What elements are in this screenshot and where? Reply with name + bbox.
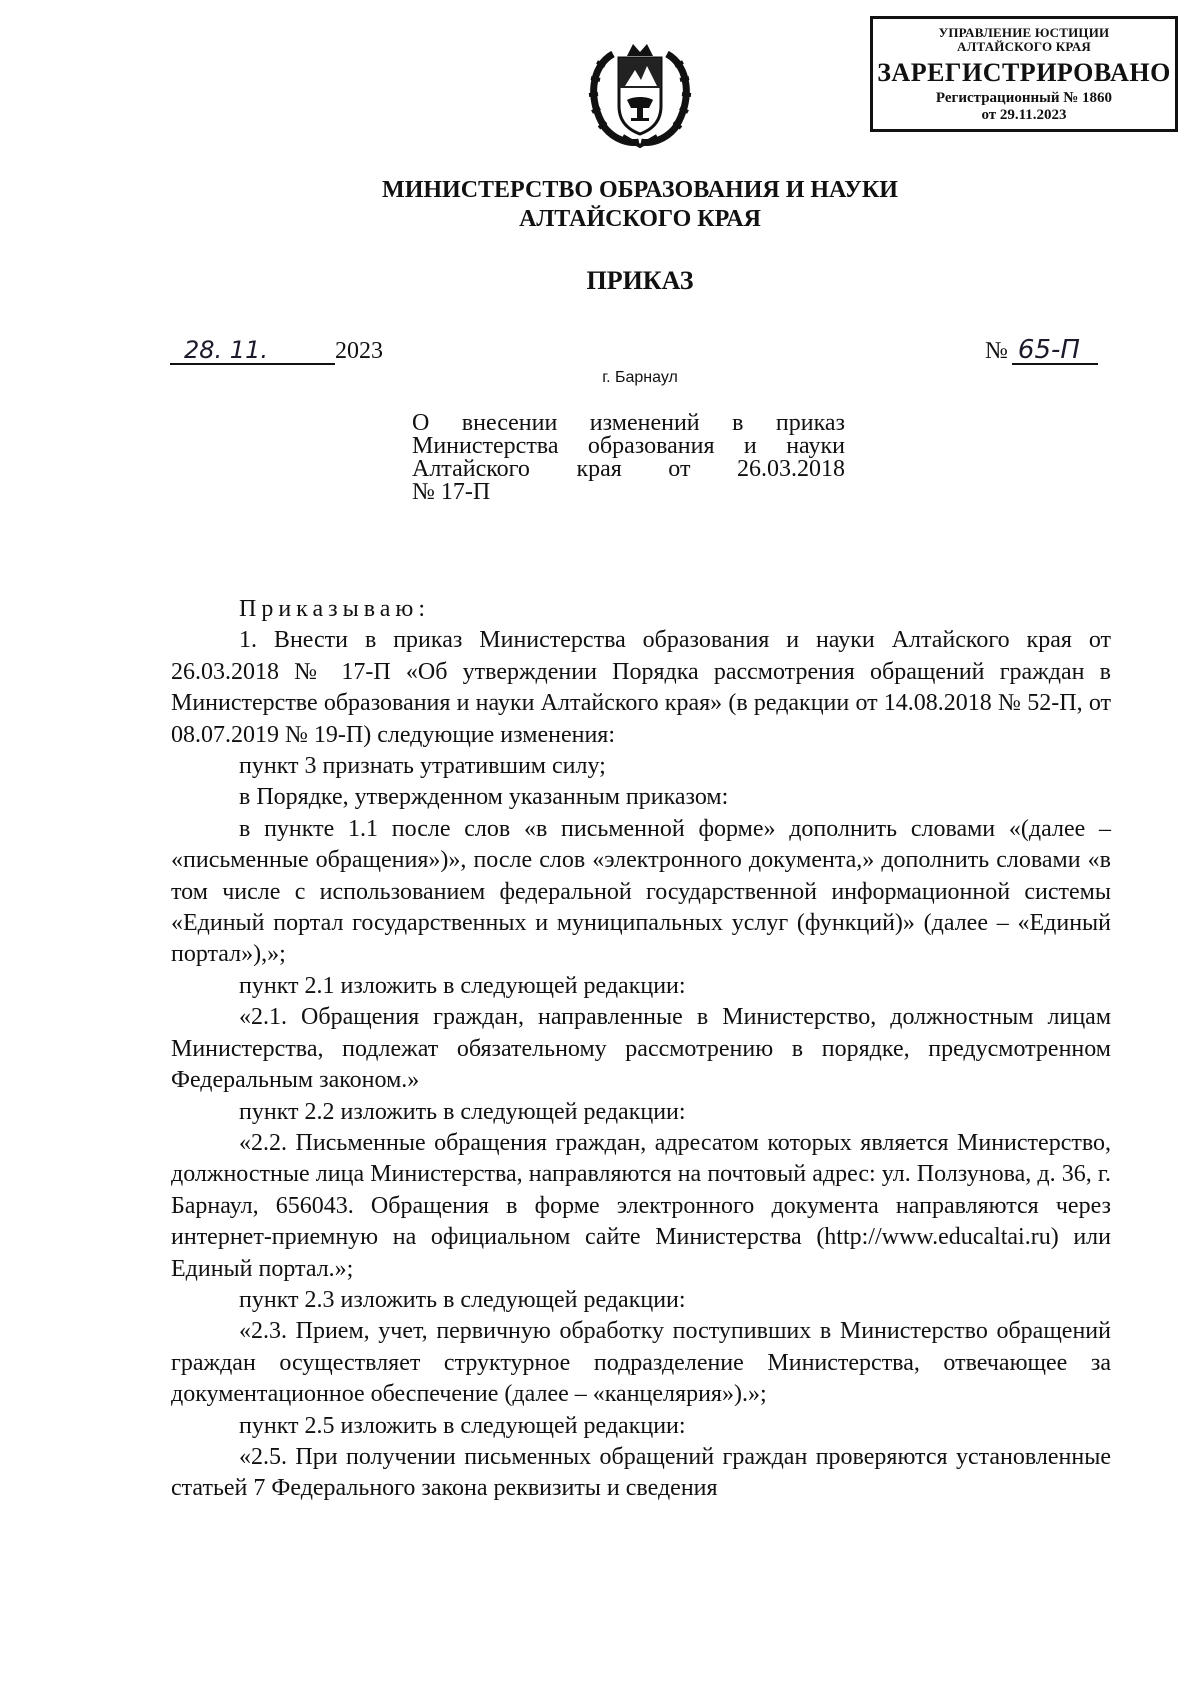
stamp-org-line1: УПРАВЛЕНИЕ ЮСТИЦИИ xyxy=(938,25,1110,40)
ministry-name-line2: АЛТАЙСКОГО КРАЯ xyxy=(519,206,761,232)
body-paragraph: пункт 2.2 изложить в следующей редакции: xyxy=(239,1098,686,1125)
body-paragraph: «2.1. Обращения граждан, направленные в Министерство, должностным лицам Министерства, подлежат обязательному рассмотрению в порядке, предусмотренном Федеральным законом.» xyxy=(171,1004,1111,1094)
date-handwritten: 28. 11. xyxy=(170,337,335,365)
date-year: 2023 xyxy=(335,338,383,364)
body-paragraph: пункт 2.3 изложить в следующей редакции: xyxy=(239,1286,686,1313)
document-date xyxy=(170,336,383,366)
body-paragraph: «2.2. Письменные обращения граждан, адресатом которых является Министерство, должностные лица Министерства, направляются на почтовый адрес: ул. Ползунова, д. 36, г. Барнаул, 656043. Обращения в форме электронного документа направляются через интернет-приемную на официальном сайте Министерства (http://www.educaltai.ru) или Единый портал.»; xyxy=(171,1129,1111,1282)
ministry-name-line1: МИНИСТЕРСТВО ОБРАЗОВАНИЯ И НАУКИ xyxy=(382,177,898,203)
stamp-org-line2: АЛТАЙСКОГО КРАЯ xyxy=(957,39,1091,54)
coat-of-arms-icon xyxy=(575,36,705,148)
document-number xyxy=(985,336,1098,366)
body-paragraph: «2.5. При получении письменных обращений граждан проверяются установленные статьей 7 Федерального закона реквизиты и сведения xyxy=(171,1443,1111,1502)
stamp-reg-date: от 29.11.2023 xyxy=(981,107,1067,123)
registration-stamp xyxy=(870,16,1178,132)
body-paragraph: пункт 3 признать утратившим силу; xyxy=(239,753,606,780)
body-paragraph: в Порядке, утвержденном указанным приказом: xyxy=(239,784,729,811)
document-subject xyxy=(412,412,845,504)
subject-line2: Министерства образования и науки xyxy=(412,433,845,459)
subject-line4: № 17-П xyxy=(412,479,491,505)
document-type: ПРИКАЗ xyxy=(586,266,694,295)
document-body xyxy=(171,594,1111,1505)
body-paragraph: «2.3. Прием, учет, первичную обработку поступивших в Министерство обращений граждан осуществляет структурное подразделение Министерства, отвечающее за документационное обеспечение (далее – «канцелярия»).»; xyxy=(171,1318,1111,1408)
body-paragraph: 1. Внести в приказ Министерства образования и науки Алтайского края от 26.03.2018 № 17-П «Об утверждении Порядка рассмотрения обращений граждан в Министерстве образования и науки Алтайского края» (в редакции от 14.08.2018 № 52-П, от 08.07.2019 № 19-П) следующие изменения: xyxy=(171,627,1111,748)
subject-line3: Алтайского края от 26.03.2018 xyxy=(412,456,845,482)
stamp-status: ЗАРЕГИСТРИРОВАНО xyxy=(877,58,1171,87)
order-word: Приказываю: xyxy=(239,596,430,622)
document-city: г. Барнаул xyxy=(602,369,678,386)
number-prefix: № xyxy=(985,338,1008,364)
subject-line1: О внесении изменений в приказ xyxy=(412,410,845,436)
body-paragraph: пункт 2.1 изложить в следующей редакции: xyxy=(239,972,686,999)
number-handwritten: 65-П xyxy=(1012,337,1098,365)
ministry-name xyxy=(300,176,980,234)
stamp-reg-number: Регистрационный № 1860 xyxy=(935,90,1113,106)
body-paragraph: в пункте 1.1 после слов «в письменной форме» дополнить словами «(далее – «письменные обращения»)», после слов «электронного документа,» дополнить словами «в том числе с использованием федеральной государственной информационной системы «Единый портал государственных и муниципальных услуг (функций)» (далее – «Единый портал»),»; xyxy=(171,815,1111,968)
body-paragraph: пункт 2.5 изложить в следующей редакции: xyxy=(239,1412,686,1439)
